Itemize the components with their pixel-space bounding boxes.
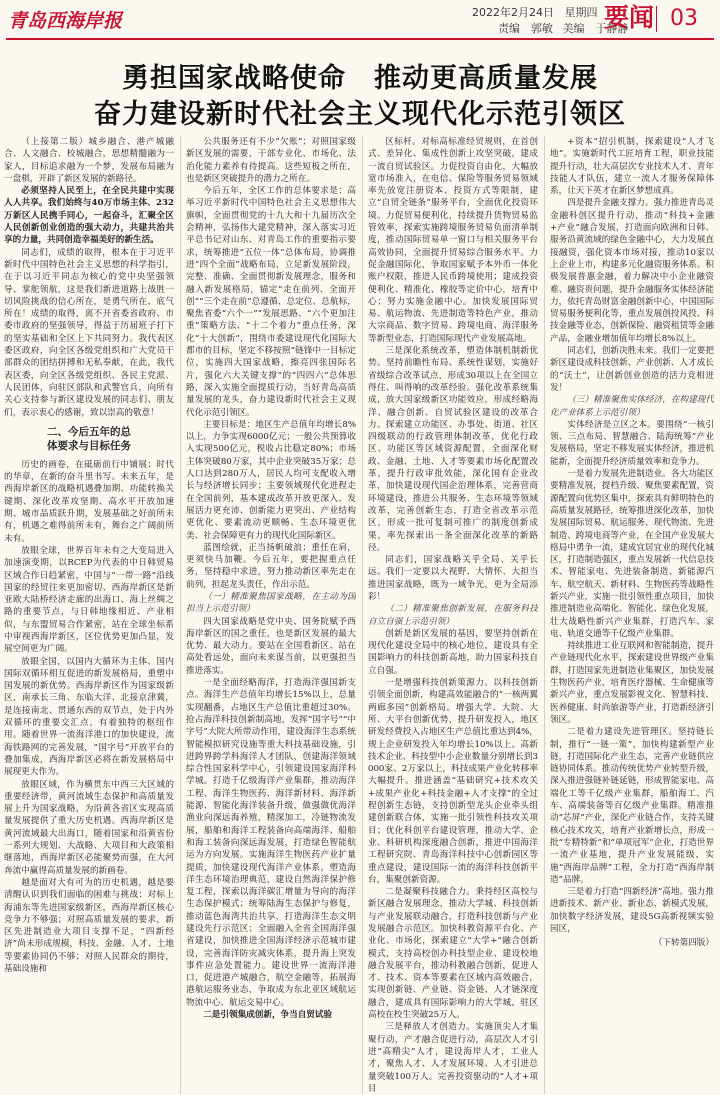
- paragraph: 放眼全球，世界百年未有之大变局进入加速演变期，以RCEP为代表的中日韩贸易区域合作日趋紧密，中国与“一带一路”沿线国家的经贸往来更加密切、西海岸新区是新亚欧大陆桥经济走廊的出海口、海上丝绸之路的重要节点，与日韩地缘相近、产业相似，与东盟贸易合作紧密，站在全球坐标系中审视西海岸新区，区位优势更加凸显，发展空间更为广阔。: [4, 545, 174, 655]
- paragraph: 放眼全国，以国内大循环为主体、国内国际双循环相互促进的新发展格局，重塑中国发展的新优势。西海岸新区作为国家级新区，南承长三角、东临大洋、北接京津冀，是连接南北、贯通东西的双节点，处于内外双循环的重要交汇点，有着独特的枢纽作用。随着世界一流海洋港口的加快建设，流海铁路网的完善发展，“国字号”开放平台的叠加集成，西海岸新区必将在新发展格局中展现更大作为。: [4, 656, 174, 778]
- headline-line-1: 勇担国家战略使命 推动更高质量发展: [122, 63, 598, 94]
- article-column-3: [368, 136, 538, 1094]
- paragraph: 实体经济是立区之本。要围绕“一核引领、三点布局、智慧融合、陆海统筹”产业发展格局，坚定不移发展实体经济，推进机能新，全面提升经济质量效率和竞争力。: [550, 419, 714, 467]
- paragraph: 越是面对大有可为的历史机遇，越是要清醒认识到我们面临的困难与挑战：对标上海浦东等先进国家级新区，西海岸新区核心竞争力不够强；对照高质量发展的要求，新区先进制造业大项目支撑不足，“四新经济”尚未形成规模，科技、金融、人才、土地等要素协同仍不够；对照人民群众的期待，基础设施和: [4, 877, 174, 974]
- paragraph: +资本”招引机制，探索建设“人才飞地”。实施新时代工匠培育工程，职业技能提升行动，壮大高层次专业技术人才、青年技能人才队伍，建立一流人才服务保障体系，让天下英才在新区梦想成真。: [550, 137, 714, 197]
- newspaper-logo: 青岛西海岸报: [8, 10, 123, 32]
- article-column-2: [186, 136, 356, 1094]
- paragraph: （上接第二版）城乡融合、港产城融合、人文融合、校城融合，思想精髓融为一家人，目标追求融为一个梦，发展布局融为一盘棋，开辟了新区发展的新路径。: [4, 137, 174, 184]
- headline-line-2: 奋力建设新时代社会主义现代化示范引领区: [94, 99, 626, 130]
- subsection-number: 三: [575, 395, 585, 406]
- continued-note: （下转第四版）: [653, 938, 714, 949]
- paragraph: 一是着力发展先进制造业。各大功能区要精准发展，提档升级、聚焦要素配置，资源配置向优势区集中，探索具有鲜明特色的高质量发展路径，统筹推进深化改革，加快发展国际贸易、航运服务、现代物流、先进制造、跨境电商等产业，在全国产业发展大格局中勇争一流，建成宜居宜业的现代化城区，打造制造强区，重点发展新一代信息技术、智能家电、先进装备制造、新能源汽车、航空航天、新材料、生物医药等战略性新兴产业，实施一批引领性重点项目，加快推进制造业高端化、智能化、绿色化发展，壮大战略性新兴产业集群，打造汽车、家电、轨道交通等千亿级产业集群。: [550, 469, 714, 639]
- paragraph: 历史的画卷，在砥砺前行中铺展；时代的华章，在新的奋斗里书写。未来五年，是西海岸新区的战略机遇叠加期、功能转换关键期、深化改革攻坚期、高水平开放加速期、城市品质跃升期，发展基础之好前所未有，机遇之难得前所未有，舞台之广阔前所未有。: [4, 459, 174, 544]
- column-divider: [544, 136, 545, 1094]
- paragraph: 四大国家战略是党中央、国务院赋予西海岸新区的国之重任，也是新区发展的最大优势、最大动力。要站在全国看新区、站在高处看远处，面向未来谋当前，以更强担当推进落实。: [186, 616, 356, 676]
- paragraph: 同志们，成绩的取得，根本在于习近平新时代中国特色社会主义思想的科学指引，在于以习近平同志为核心的党中央坚强领导、掌舵领航，这是我们新进道路上战胜一切风险挑战的信心所在，是勇气所在、底气所在！成绩的取得，离不开省委省政府、市委市政府的坚强领导，得益于历届班子打下的坚实基础和全区上下共同努力。我代表区委区政府，向全区各级党组织和广大党员干部群众的团结拼搏和无私奉献，在此，我代表区委，向全区各级党组织、各民主党派、人民团体，向驻区部队和武警官兵，向所有关心支持参与新区建设发展的同志们、朋友们，表示衷心的感谢，致以崇高的敬意！: [4, 247, 174, 418]
- subsection-title: 精准聚焦创新发展，在服务科技自立自强上示范引领: [368, 604, 538, 627]
- subsection-heading: （ 二）精准聚焦创新发展，在服务科技自立自强上示范引领 ）: [368, 603, 538, 628]
- section-subheading: [4, 425, 174, 453]
- paragraph: 今后五年，全区工作的总体要求是：高举习近平新时代中国特色社会主义思想伟大旗帜，全面贯彻党的十九大和十九届历次全会精神，弘扬伟大建党精神，深入落实习近平总书记对山东、对青岛工作的重要指示要求，统筹推进“五位一体”总体布局，协调推进“四个全面”战略布局，立足新发展阶段，完整、准确、全面贯彻新发展理念，服务和融入新发展格局，锚定“走在前列、全面开创”“三个走在前”总遵循、总定位、总航标，聚焦省委“六个一”“发展思路、“六个更加注重”策略方法、“十二个着力”重点任务，深化“十大创新”，围绕市委建设现代化国际大都市的目标，坚定不移按照“链锋中一目标定位，实施四大国家战略，擦亮四张国际名片，强化六大关键支撑”的“四四六”总体思路，深入实施全面提质行动，当好青岛高质量发展的龙头，奋力建设新时代社会主义现代化示范引领区。: [186, 186, 356, 418]
- designer-credit: 美编 于静静: [562, 22, 629, 35]
- subheading-line-2: 体要求与目标任务: [47, 439, 131, 452]
- page-number: 03: [656, 6, 711, 32]
- paragraph: 四是提升金融支撑力。强力推进青岛灵金融科创区提升行动，推动“科技+金融+产业”融合发展，打造面向欧洲和日韩、服务沿黄流域的绿色金融中心，大力发展直接融资，强化资本市场对接，推动10家以上企业上市，构建多元化融资服务体系。积极发展普惠金融，着力解决中小企业融资难、融资贵问题，提升金融服务实体经济能力，依托青岛财富金融创新中心，中国国际贸易服务便利化等，重点发展创投风投、科技金融等业态，创新保险、融资租赁等金融产品，金融业增加值年均增长8%以上。: [550, 198, 714, 344]
- paragraph: 持续推进工业互联网和智能制造，提升产业链现代化水平，探索建设世界级产业集群，打造国家先进制造业集聚区，加快发展生物医药产业，培育医疗器械、生命健康等新兴产业，重点发展影视文化、智慧科技、医养健康、时尚旅游等产业，打造新经济引领区。: [550, 641, 714, 725]
- paragraph: 主要目标是：地区生产总值年均增长8%以上，力争实现6000亿元；一般公共预算收入实现500亿元，税收占比稳定80%；市场主体突破80万家，其中企业突破35万家；总人口达到280万人，居民人均可支配收入增长与经济增长同步；主要领域现代化进程走在全国前列，基本建成改革开放更深入、发展活力更充沛、创新能力更突出、产业结构更优化、要素流动更顺畅、生态环境更优美、社会保障更有力的现代化国际新区。: [186, 419, 356, 541]
- paragraph: 放眼区域，作为横贯东中西三大区域的重要经济带，黄河流域生态保护和高质量发展上升为国家战略，为沿黄各省区实现高质量发展提供了重大历史机遇。西海岸新区是黄河流域最大出海口，随着国家和沿黄省份一系列大规划、大战略、大项目和大政策相继落地，西海岸新区必能聚势而强，在大河奔流中赢得高质量发展的新画卷。: [4, 779, 174, 876]
- column-divider: [180, 136, 181, 1094]
- paragraph: 同志们，国家战略关乎全局、关乎长远。我们一定要以大视野、大情怀、大担当推进国家战略，既为一域争光，更为全局添彩！: [368, 555, 538, 602]
- subsection-number: 一: [212, 591, 222, 602]
- issue-meta-top: [472, 4, 605, 20]
- article-column-1: [4, 136, 174, 1094]
- paragraph: 一是增强科技创新策源力。以科技创新引领全面创新，构建高效能融合的“一核两翼两廊多园”创新格局。增强大学、大院、大所、大平台创新优势，提升研发投入，地区研发经费投入占地区生产总值比重达到4%，规上企业研发投入年均增长10%以上。高新技术企业、科技型中小企业数量分别增长到3000家、2万家以上，科技成果产业化转移率大幅提升。推进涵盖“基础研究+技术攻关+成果产业化+科技金融+人才支撑”的全过程创新生态链，支持创新型龙头企业牵头组建创新联合体，实施一批引领性科技攻关项目；优化科创平台建设管理，推动大学、企业、科研机构深度融合创新，推进中国海洋工程研究院、青岛海洋科技中心创新园区等重点建设，建设国际一流的海洋科技创新平台，集聚创新资源。: [368, 678, 538, 885]
- paragraph: 二是着力建设先进管理区。坚持链长制，推行“一链一策”，加快构建新型产业链，打造国际化产业生态，完善产业链供应链协同体系。推动传统优势产业转型升级，深入推进强链补链延链，形成智能家电、高端化工等千亿级产业集群，船舶海工、汽车、高端装备等百亿级产业集群。精准推动“芯屏”产业，深化产业链合作，支持关键核心技术攻关，培育产业新增长点，形成一批“专精特新”和“单项冠军”企业，打造世界一流产业基地，提升产业发展能级，实施“西海岸品牌”工程，全力打造“西海岸制造”品牌。: [550, 727, 714, 885]
- paragraph: 公共服务还有不少“欠账”；对照国家级新区发展的需要，干部专业化、市场化、法治化能力素养有待提高。这些短板之所在，也是新区突破提升的潜力之所在。: [186, 137, 356, 184]
- subsection-heading: （ 三）精准聚焦实体经济，在构建现代化产业体系上示范引领 ）: [550, 394, 714, 419]
- paragraph: 一是全面经略海洋，打造海洋强国新支点。海洋生产总值年均增长15%以上，总量实现翻番，占地区生产总值比重超过30%。抢占海洋科技创新制高地，发挥“国字号”“中字号”大院大所带动作用，建设海洋生态系统智能模拟研究设施等重大科技基础设施，引进跨界跨学科海洋人才团队，创建海洋领域综合性国家科学中心，引领建设国家海洋科学城。打造千亿级海洋产业集群，推动海洋工程、海洋生物医药、海洋新材料、海洋新能源、智能化海洋装备升级，做强做优海洋渔业向深远海养殖，精深加工，冷链物流发展，船舶和海洋工程装备向高端海洋、船舶和海工装备向深远海发展，打造绿色智能航运为方向发展。实施海洋生物医药产业扩量提质，加快建设现代海洋产业体系，塑造海洋生态环境治理典范，建设自然海洋保护修复工程，探索以海洋碳汇增量为导向的海洋生态保护模式；统筹陆海生态保护与修复，推动蓝色海湾共治共享，打造海洋生态文明建设先行示范区；全面融入全省全国海洋强省建设，加快推进全国海洋经济示范城市建设，完善海洋防灾减灾体系，提升海上突发事件应急处置能力。建设世界一流海洋港口，促进港产城融合，航空金融等，拓展海港航运服务业态，争取成为东北亚区域航运物流中心、航运交易中心。: [186, 678, 356, 1008]
- subsection-title: 精准聚焦国家战略，在主动为国担当上示范引领: [186, 591, 356, 615]
- editor-credit: 责编 郭敏: [498, 22, 553, 35]
- article-body: [4, 136, 716, 1094]
- issue-weekday: 星期四: [564, 6, 598, 19]
- column-divider: [362, 136, 363, 1094]
- section-title: 要闻: [604, 3, 655, 32]
- paragraph: 三是着力打造“四新经济”高地。强力推进新技术、新产业、新业态、新模式发展，加快数字经济发展，建设5G高新视频实验园区，: [550, 887, 714, 934]
- masthead-rule: [6, 38, 714, 40]
- paragraph: 三是释放人才创造力。实施顶尖人才集聚行动，产才融合促进行动，高层次人才引进“高精尖”人才，建设海岸人才，工业人才，聚焦人才、人才发展环境、人才引进总量突破100万人。完善投资驱动的“人才+项目: [368, 1022, 538, 1094]
- paragraph: 同志们，创新决胜未来。我们一定要把新区建设成科技创新、产业创新、人才成长的“沃土”，让创新创业创造的活力竞相迸发！: [550, 346, 714, 393]
- paragraph: 必须坚持人民至上，在全民共建中实现人人共享。我们始终与40万市场主体、232万新区人民携手同心，一起奋斗，汇聚全区人民创新创业创造的强大动力，共建共治共享的力量，共同创造幸福美好的新生活。: [4, 186, 174, 246]
- paragraph: 区标杆。对标高标准经贸规则，在首创式、差异化、集成性创新上攻坚突破，建成一流自贸试验区。力促投资自由化，大幅放宽市场准入，在电信、保险等服务贸易领域率先放宽注册资本、投资方式等限制，建立“自贸全链条”服务平台，全面优化投资环境。力促贸易便利化，持续提升货物贸易监管效率，探索实施跨境服务贸易负面清单制度，推动国际贸易单一窗口与相关服务平台高效协同，全面提升贸易综合服务水平。力促金融国际化，争取国家赋予本外币一体化账户权限，推进人民币跨境使用；建成投资便利化、精准化、橡胶等定价中心，培育中心；努力实施金融中心。加快发展国际贸易、航运物流、先进制造等特色产业，推动大宗商品、数字贸易、跨境电商、海洋服务等新型业态，打造国际现代产业发展高地。: [368, 137, 538, 344]
- subsection-title: 精准聚焦实体经济，在构建现代化产业体系上示范引领: [550, 395, 714, 418]
- paragraph: 创新是新区发展的基因，要坚持创新在现代化建设全局中的核心地位，建设具有全国影响力的科技创新高地，助力国家科技自立自强。: [368, 628, 538, 676]
- issue-date: 2022年2月24日: [472, 6, 554, 19]
- paragraph: 二是凝聚科技融合力。秉持经区高校与新区融合发展理念，推动大学城、科技创新与产业发展联动融合，打造科技创新与产业发展融合示范区。加快科教资源平台化、产业化、市场化，探索建立“大学+”融合创新模式，支持高校创办科技型企业、建设校地融合发展平台，推动科教融合创新，促进人才、技术、资本等要素在区域内高效融合，实现创新链、产业链、资金链、人才链深度融合，建成具有国际影响力的大学城，驻区高校在校生突破25万人。: [368, 887, 538, 1021]
- paragraph: 二是引领集成创新，争当自贸试验: [203, 1010, 333, 1021]
- paragraph: 三是深化系统改革，塑造体制机制新优势。坚持前瞻性布局、系统性谋划，实施好省级综合改革试点，形成30项以上在全国立得住、叫得响的改革经验。强化改革系统集成，放大国家级新区功能效应，形成经略海洋、融合创新、自贸试验区建设的改革合力。探索建立功能区、办事处、街道、社区四级联动的行政管理体制改革，优化行政区、功能区等区域资源配置，全面深化财政、金融、土地、人才等要素市场化配置改革，提升行政审批效能，深化国有企业改革，加快建设现代国企治理体系，完善营商环境建设，推进公共服务、生态环境等领域改革，完善创新生态，打造全省改革示范区，形成一批可复制可推广的制度创新成果，率先探索出一条全面深化改革的新路径。: [368, 346, 538, 553]
- subsection-heading: （ 一）精准聚焦国家战略，在主动为国担当上示范引领 ）: [186, 591, 356, 616]
- paragraph: 蓝图绘就，正当扬帆破浪；重任在肩，更须快马加鞭。今后五年，要把握重点任务，坚持稳中求进，努力推动新区率先走在前列，担起龙头责任，作出示范。: [186, 542, 356, 590]
- subheading-line-1: 二、今后五年的总: [47, 425, 131, 438]
- masthead: [0, 0, 720, 40]
- article-column-4: [550, 136, 714, 1094]
- subsection-number: 二: [394, 604, 404, 615]
